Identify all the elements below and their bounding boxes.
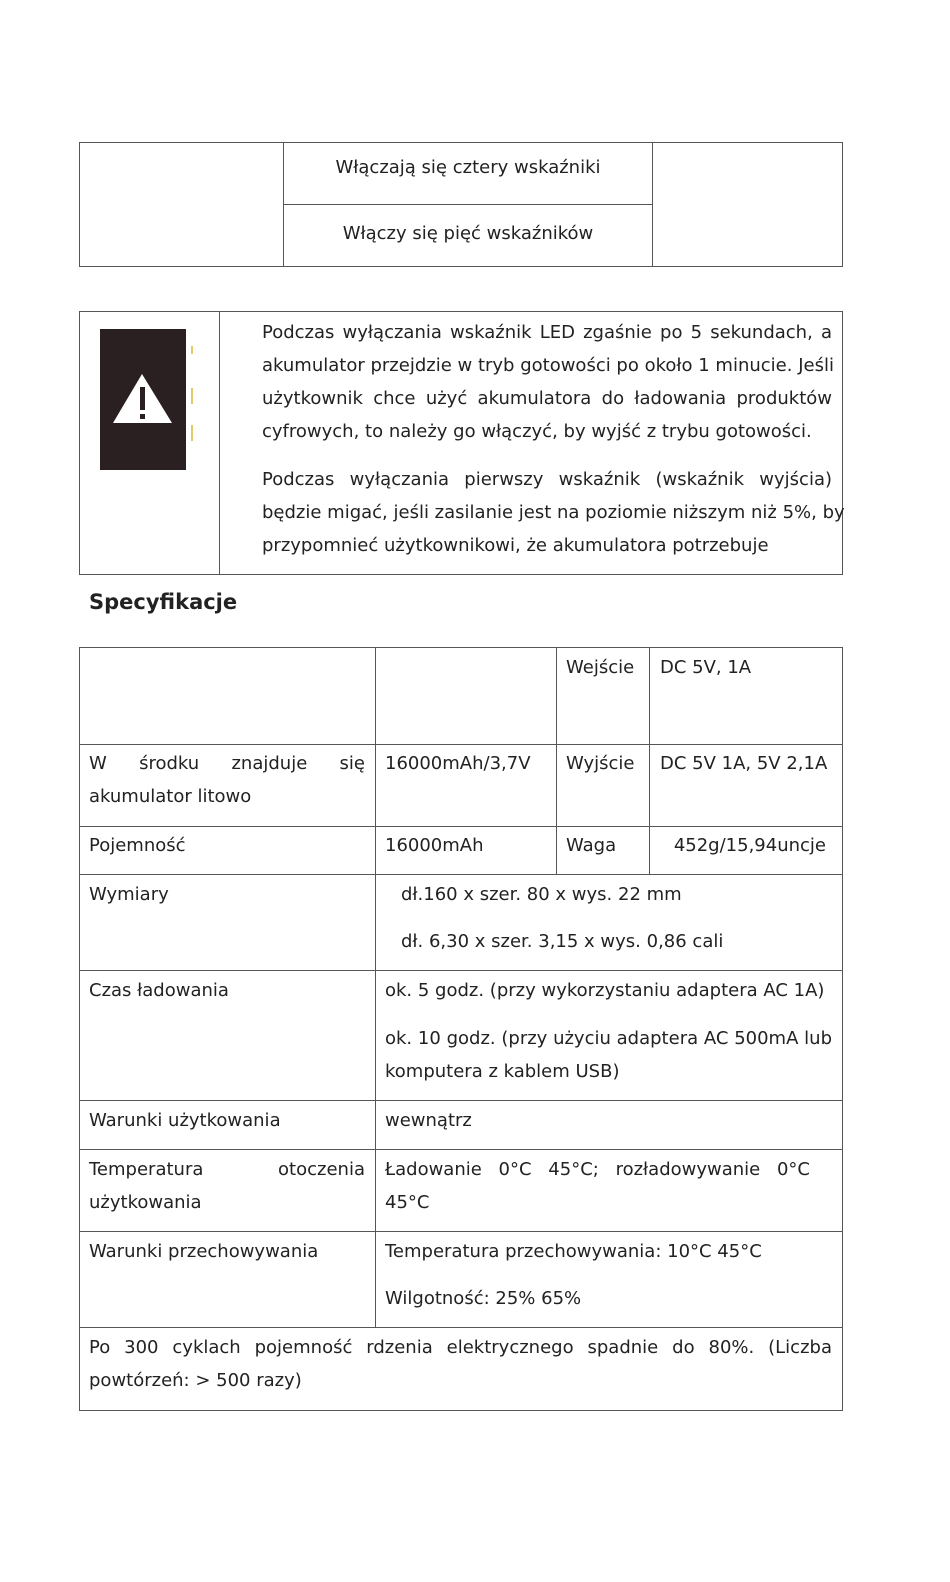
storage-label: Warunki przechowywania [89, 1241, 319, 1262]
temp-value-line2: 45°C [385, 1192, 430, 1213]
text-line: przypomnieć użytkownikowi, że akumulatora potrzebuje [262, 535, 769, 556]
text-line: będzie migać, jeśli zasilanie jest na poziomie niższym niż 5%, by [262, 502, 845, 523]
inside-label: W środku znajduje się [89, 753, 365, 774]
warning-paragraph-1 [262, 316, 832, 448]
inside-value: 16000mAh/3,7V [385, 753, 531, 774]
dims-label: Wymiary [89, 884, 169, 905]
row-divider [79, 1149, 843, 1150]
row-divider [79, 1327, 843, 1328]
charge-value-500ma: ok. 10 godz. (przy użyciu adaptera AC 500mA lub [385, 1028, 832, 1049]
dims-value-inch: dł. 6,30 x szer. 3,15 x wys. 0,86 cali [401, 931, 724, 952]
text-line: cyfrowych, to należy go włączyć, by wyjść z trybu gotowości. [262, 421, 812, 442]
weight-label: Waga [566, 835, 617, 856]
text-line: Podczas wyłączania wskaźnik LED zgaśnie po 5 sekundach, a [262, 322, 832, 343]
row-divider [79, 744, 843, 745]
col-divider [649, 647, 650, 874]
warning-paragraph-2 [262, 463, 845, 562]
output-label: Wyjście [566, 753, 635, 774]
row-divider [79, 1100, 843, 1101]
temp-value: Ładowanie 0°C 45°C; rozładowywanie 0°C [385, 1159, 810, 1180]
row-divider [79, 826, 843, 827]
spec-heading: Specyfikacje [89, 590, 238, 614]
capacity-label: Pojemność [89, 835, 186, 856]
inside-label-line2: akumulator litowo [89, 786, 252, 807]
storage-humidity-value: Wilgotność: 25% 65% [385, 1288, 582, 1309]
indicator-row-four: Włączają się cztery wskaźniki [335, 157, 601, 178]
input-label: Wejście [566, 657, 635, 678]
charge-label: Czas ładowania [89, 980, 229, 1001]
output-value: DC 5V 1A, 5V 2,1A [660, 753, 828, 774]
weight-value: 452g/15,94uncje [673, 835, 826, 856]
footer-note-line2: powtórzeń: > 500 razy) [89, 1370, 302, 1391]
row-divider [79, 970, 843, 971]
temp-label: Temperatura otoczenia [89, 1159, 365, 1180]
warning-triangle-icon [100, 329, 186, 470]
usage-label: Warunki użytkowania [89, 1110, 281, 1131]
col-divider [375, 647, 376, 1327]
text-line: akumulator przejdzie w tryb gotowości po około 1 minucie. Jeśli [262, 355, 834, 376]
decorative-mark [191, 425, 193, 441]
warning-icon-panel [100, 329, 186, 470]
row-divider [79, 1231, 843, 1232]
charge-value-1a: ok. 5 godz. (przy wykorzystaniu adaptera AC 1A) [385, 980, 825, 1001]
dims-value-mm: dł.160 x szer. 80 x wys. 22 mm [401, 884, 682, 905]
text-line: użytkownik chce użyć akumulatora do ładowania produktów [262, 388, 832, 409]
text-line: Podczas wyłączania pierwszy wskaźnik (wskaźnik wyjścia) [262, 469, 832, 490]
storage-temp-value: Temperatura przechowywania: 10°C 45°C [385, 1241, 762, 1262]
capacity-value: 16000mAh [385, 835, 484, 856]
decorative-mark [191, 388, 193, 404]
row-divider [79, 874, 843, 875]
col-divider [556, 647, 557, 874]
footer-note: Po 300 cyklach pojemność rdzenia elektrycznego spadnie do 80%. (Liczba [89, 1337, 832, 1358]
indicator-row-five: Włączy się pięć wskaźników [342, 223, 594, 244]
usage-value: wewnątrz [385, 1110, 472, 1131]
table-divider [219, 311, 220, 575]
input-value: DC 5V, 1A [660, 657, 752, 678]
charge-value-500ma-line2: komputera z kablem USB) [385, 1061, 620, 1082]
decorative-mark [191, 346, 193, 354]
temp-label-line2: użytkowania [89, 1192, 202, 1213]
table-divider [283, 204, 653, 205]
